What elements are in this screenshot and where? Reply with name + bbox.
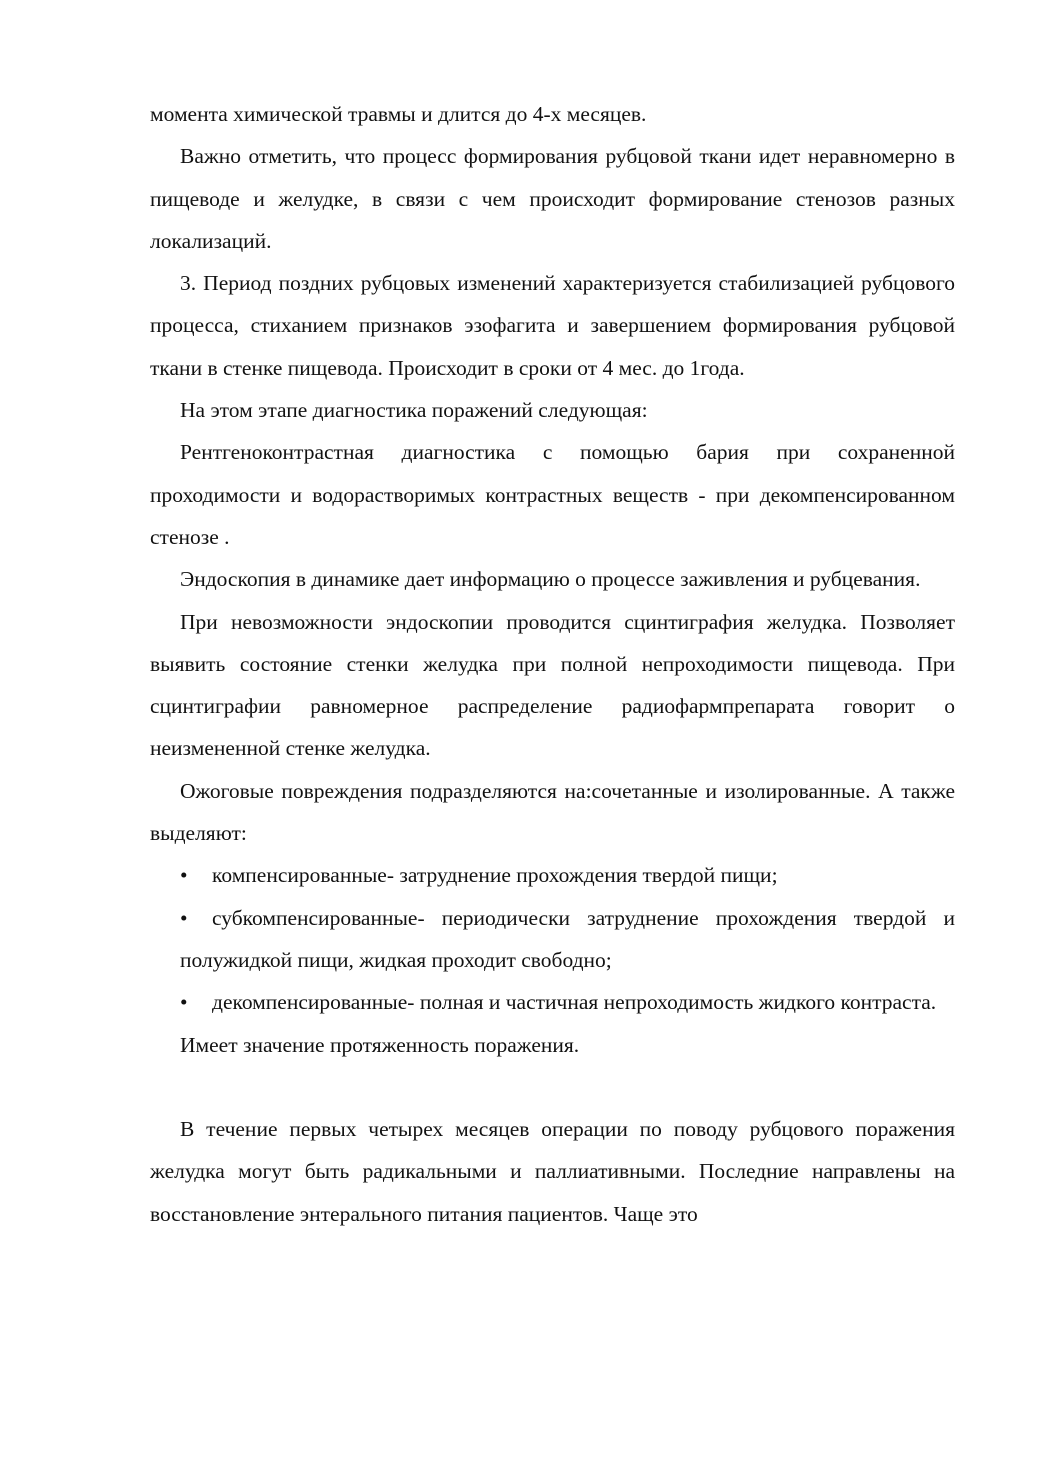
bullet-marker: • — [180, 990, 188, 1015]
paragraph-7: При невозможности эндоскопии проводится сцинтиграфия желудка. Позволяет выявить состояние стенки желудка при полной непроходимости пищевода. При сцинтиграфии равномерное распределение радиофармпрепарата говорит о неизмененной стенке желудка. — [150, 609, 955, 761]
paragraph-3: 3. Период поздних рубцовых изменений характеризуется стабилизацией рубцового процесса, стиханием признаков эзофагита и завершением формирования рубцовой ткани в стенке пищевода. Происходит в сроки от 4 мес. до 1года. — [150, 271, 955, 380]
bullet-marker: • — [180, 905, 188, 930]
paragraph-2: Важно отметить, что процесс формирования рубцовой ткани идет неравномерно в пищеводе и желудке, в связи с чем происходит формирование стенозов разных локализаций. — [150, 144, 955, 253]
paragraph-gap — [150, 1066, 955, 1108]
paragraph-8: Ожоговые повреждения подразделяются на:сочетанные и изолированные. А также выделяют: — [150, 778, 955, 846]
bullet-text: компенсированные- затруднение прохождения твердой пищи; — [212, 863, 778, 888]
bullet-text: субкомпенсированные- периодически затруднение прохождения твердой и полужидкой пищи, жидкая проходит свободно; — [180, 905, 955, 972]
bullet-marker: • — [180, 863, 188, 888]
paragraph-10: В течение первых четырех месяцев операции по поводу рубцового поражения желудка могут быть радикальными и паллиативными. Последние направлены на восстановление энтерального питания пациентов. Чаще это — [150, 1117, 955, 1226]
bullet-list — [150, 854, 955, 1023]
document-page — [150, 93, 955, 1235]
paragraph-6: Эндоскопия в динамике дает информацию о процессе заживления и рубцевания. — [180, 567, 921, 592]
paragraph-9: Имеет значение протяженность поражения. — [180, 1032, 580, 1057]
paragraph-1: момента химической травмы и длится до 4-х месяцев. — [150, 102, 647, 126]
bullet-text: декомпенсированные- полная и частичная непроходимость жидкого контраста. — [212, 990, 937, 1015]
list-item — [150, 981, 955, 1023]
paragraph-5: Рентгеноконтрастная диагностика с помощью бария при сохраненной проходимости и водорастворимых контрастных веществ - при декомпенсированном стенозе . — [150, 440, 955, 549]
list-item — [150, 897, 955, 982]
paragraph-4: На этом этапе диагностика поражений следующая: — [180, 398, 648, 423]
list-item — [150, 854, 955, 896]
